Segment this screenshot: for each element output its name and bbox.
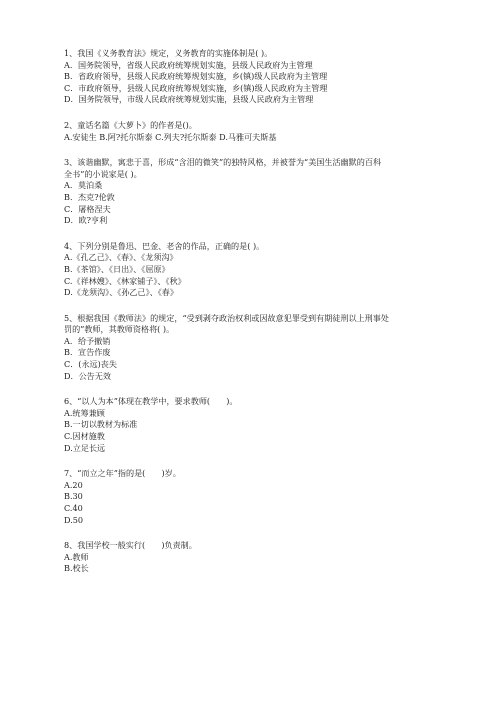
question-stem: 7、“而立之年”指的是( )岁。 [64, 468, 181, 479]
option-a: A.《孔乙己》、《春》、《龙须沟》 [64, 252, 178, 263]
question-stem-line-1: 3、该谐幽默，寓悲于喜，形成“含泪的微笑”的独特风格，并被誉为“美国生活幽默的百科 [64, 157, 382, 168]
question-stem-line-2: 全书”的小说家是( )。 [64, 168, 142, 179]
question-stem-line-2: 罚的”教师，其教师资格将( )。 [64, 324, 175, 335]
question-5 [64, 313, 434, 383]
question-stem: 6、“以人为本”体现在教学中，要求教师( )。 [64, 396, 238, 407]
question-stem: 2、童话名篇《大萝卜》的作者是()。 [64, 119, 197, 130]
option-b: B.一切以教材为标准 [64, 419, 138, 430]
question-2 [64, 120, 434, 143]
question-stem: 8、我国学校一般实行( )负责制。 [64, 540, 197, 551]
question-stem: 1、我国《义务教育法》规定，义务教育的实施体制是( )。 [64, 48, 273, 58]
options-inline: A.安徒生 B.阿?托尔斯泰 C.列夫?托尔斯泰 D.马雅可夫斯基 [64, 131, 277, 142]
option-d: D.50 [64, 514, 84, 525]
option-a: A．国务院领导，省级人民政府统筹规划实施，县级人民政府为主管理 [64, 59, 313, 70]
option-c: C.40 [64, 503, 83, 513]
document-page [64, 48, 434, 589]
option-c: C.因材施教 [64, 431, 105, 442]
option-a: A．莫泊桑 [64, 180, 103, 191]
question-4 [64, 241, 434, 299]
option-d: D.《龙须沟》、《孙乙己》、《春》 [64, 287, 178, 298]
question-stem: 4、下列分别是鲁迅、巴金、老舍的作品，正确的是( )。 [64, 240, 265, 251]
option-d: D．公告无效 [64, 370, 111, 381]
option-d: D．国务院领导，市级人民政府统筹规划实施，县级人民政府为主管理 [64, 94, 314, 105]
option-d: D．欧?亨利 [64, 215, 108, 226]
option-c: C．市政府领导，县级人民政府统筹规划实施，乡(镇)级人民政府为主管理 [64, 82, 328, 93]
option-a: A.20 [64, 479, 83, 490]
option-c: C．(永远)丧失 [64, 359, 117, 370]
option-a: A．给予撤销 [64, 335, 111, 346]
option-b: B．省政府领导，县级人民政府统筹规划实施，乡(镇)级人民政府为主管理 [64, 71, 328, 82]
question-6 [64, 396, 434, 454]
option-a: A.统筹兼顾 [64, 407, 105, 418]
option-b: B．宣告作废 [64, 347, 111, 358]
question-7 [64, 468, 434, 526]
option-b: B.《茶馆》、《日出》、《屈原》 [64, 263, 170, 274]
option-c: C.《祥林嫂》、《林家铺子》、《秋》 [64, 275, 186, 286]
option-b: B.校长 [64, 563, 89, 574]
option-c: C．屠格涅夫 [64, 203, 111, 214]
question-8 [64, 540, 434, 575]
question-3 [64, 157, 434, 227]
option-d: D.立足长远 [64, 442, 106, 453]
question-1 [64, 48, 434, 106]
option-b: B．杰克?伦敦 [64, 191, 115, 202]
question-stem-line-1: 5、根据我国《教师法》的规定，“受到剥夺政治权利或因故意犯罪受到有期徒刑以上刑事处 [64, 312, 389, 323]
option-a: A.教师 [64, 551, 89, 562]
option-b: B.30 [64, 491, 83, 502]
